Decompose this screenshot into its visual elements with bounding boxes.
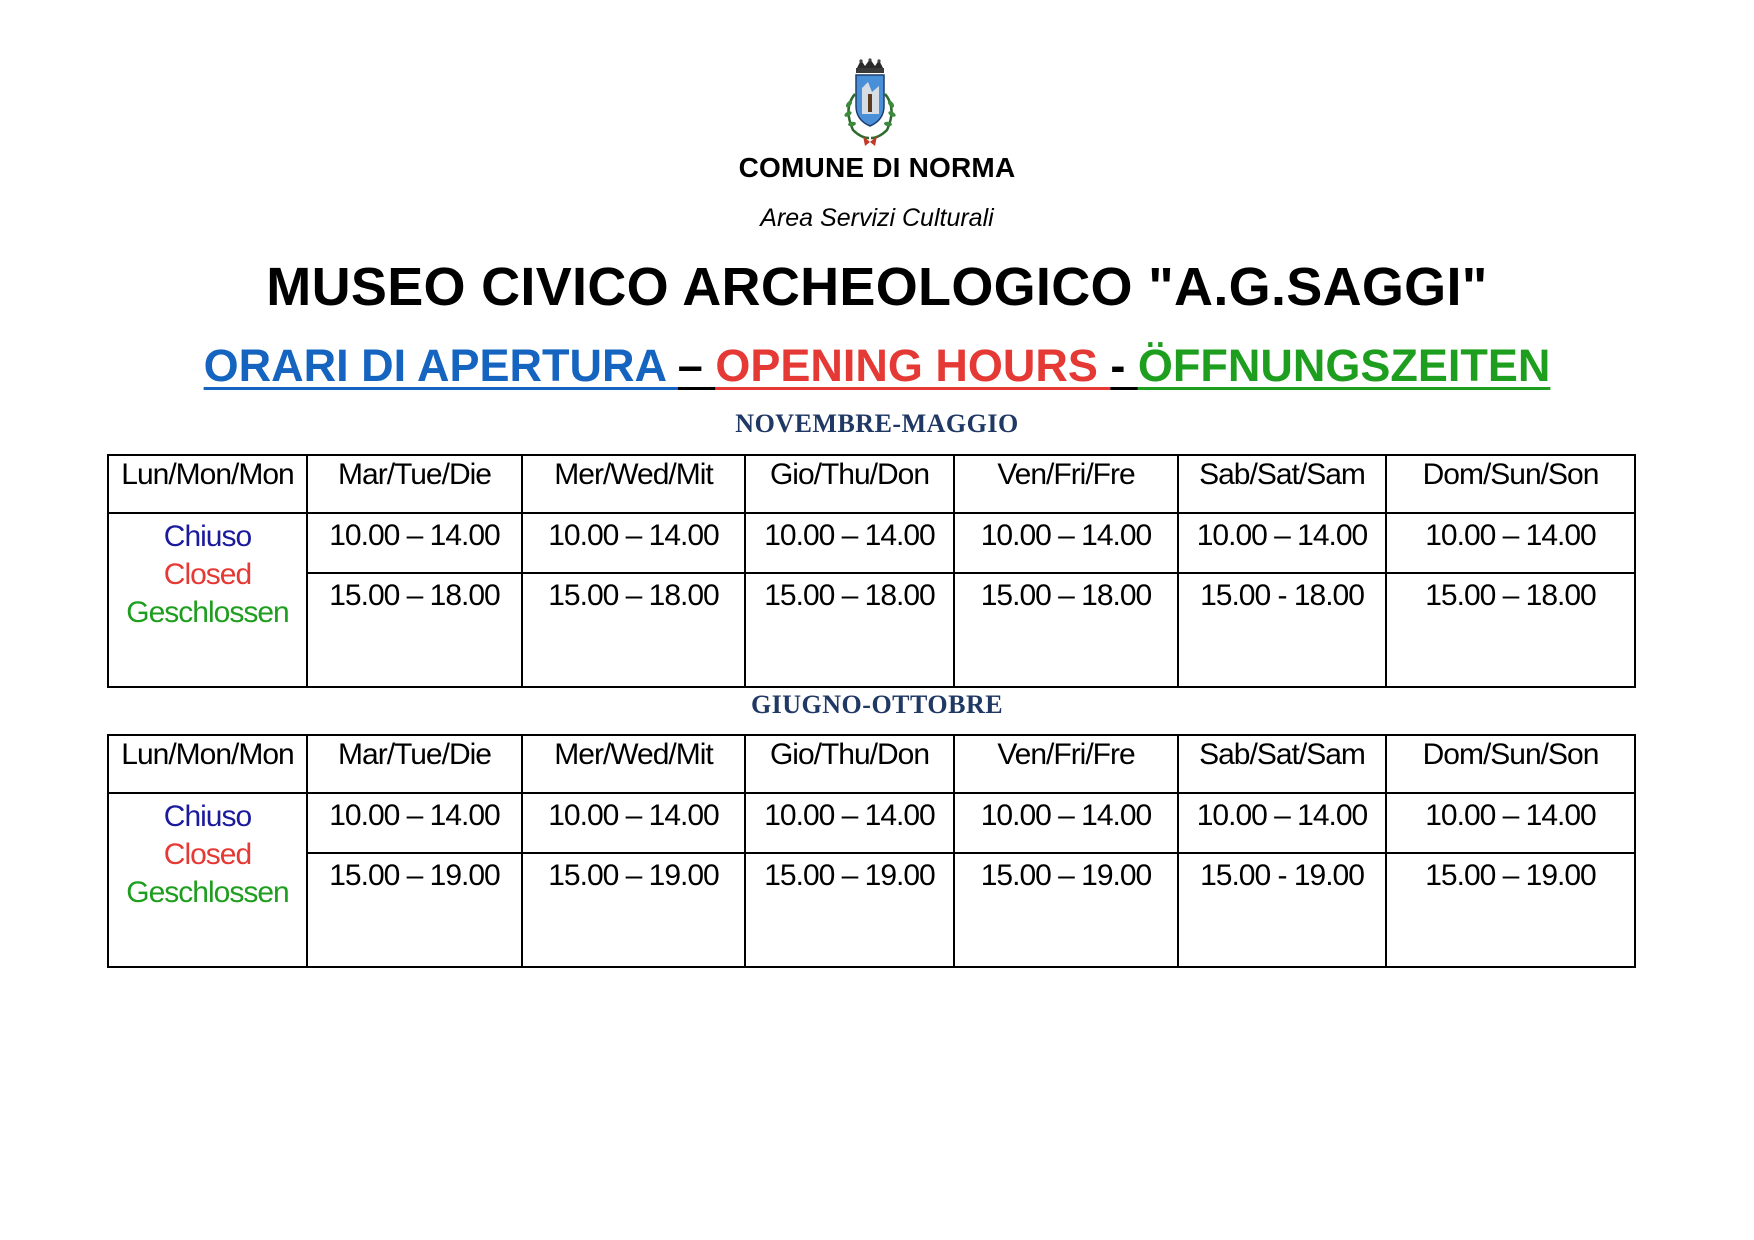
day-header: Ven/Fri/Fre <box>954 735 1178 793</box>
heading-italian: ORARI DI APERTURA <box>203 340 678 391</box>
table-row <box>108 853 1635 967</box>
afternoon-hours-cell: 15.00 - 18.00 <box>1178 573 1386 687</box>
morning-hours-cell: 10.00 – 14.00 <box>522 793 745 853</box>
day-header: Lun/Mon/Mon <box>108 455 307 513</box>
table-header-row <box>108 735 1635 793</box>
closed-cell <box>108 793 307 967</box>
schedule-table <box>107 454 1636 688</box>
schedule-table <box>107 734 1636 968</box>
morning-hours-cell: 10.00 – 14.00 <box>307 513 522 573</box>
municipality-name: COMUNE DI NORMA <box>738 152 1016 183</box>
day-header: Ven/Fri/Fre <box>954 455 1178 513</box>
day-header: Lun/Mon/Mon <box>108 735 307 793</box>
morning-hours-cell: 10.00 – 14.00 <box>307 793 522 853</box>
afternoon-hours-cell: 15.00 – 18.00 <box>1386 573 1635 687</box>
day-header: Gio/Thu/Don <box>745 735 954 793</box>
season-title: NOVEMBRE-MAGGIO <box>735 409 1019 438</box>
opening-hours-heading <box>0 340 1754 392</box>
morning-hours-cell: 10.00 – 14.00 <box>745 793 954 853</box>
coat-of-arms-icon <box>835 58 905 148</box>
closed-english: Closed <box>163 838 252 871</box>
afternoon-hours-cell: 15.00 – 18.00 <box>307 573 522 687</box>
table-row <box>108 793 1635 853</box>
afternoon-hours-cell: 15.00 – 19.00 <box>954 853 1178 967</box>
table-row <box>108 573 1635 687</box>
heading-separator: – <box>677 340 716 391</box>
morning-hours-cell: 10.00 – 14.00 <box>1386 793 1635 853</box>
afternoon-hours-cell: 15.00 – 18.00 <box>954 573 1178 687</box>
morning-hours-cell: 10.00 – 14.00 <box>522 513 745 573</box>
afternoon-hours-cell: 15.00 – 19.00 <box>522 853 745 967</box>
day-header: Dom/Sun/Son <box>1386 735 1635 793</box>
afternoon-hours-cell: 15.00 – 19.00 <box>745 853 954 967</box>
afternoon-hours-cell: 15.00 – 18.00 <box>745 573 954 687</box>
closed-italian: Chiuso <box>163 520 252 553</box>
afternoon-hours-cell: 15.00 – 18.00 <box>522 573 745 687</box>
table-header-row <box>108 455 1635 513</box>
day-header: Dom/Sun/Son <box>1386 455 1635 513</box>
day-header: Gio/Thu/Don <box>745 455 954 513</box>
morning-hours-cell: 10.00 – 14.00 <box>954 793 1178 853</box>
table-row <box>108 513 1635 573</box>
day-header: Mar/Tue/Die <box>307 735 522 793</box>
day-header: Mar/Tue/Die <box>307 455 522 513</box>
day-header: Sab/Sat/Sam <box>1178 455 1386 513</box>
closed-italian: Chiuso <box>163 800 252 833</box>
closed-german: Geschlossen <box>126 876 289 909</box>
season-title: GIUGNO-OTTOBRE <box>750 690 1004 719</box>
afternoon-hours-cell: 15.00 – 19.00 <box>307 853 522 967</box>
department-name: Area Servizi Culturali <box>760 204 994 232</box>
museum-title: MUSEO CIVICO ARCHEOLOGICO "A.G.SAGGI" <box>266 257 1488 317</box>
closed-english: Closed <box>163 558 252 591</box>
day-header: Sab/Sat/Sam <box>1178 735 1386 793</box>
morning-hours-cell: 10.00 – 14.00 <box>1178 513 1386 573</box>
morning-hours-cell: 10.00 – 14.00 <box>954 513 1178 573</box>
heading-separator: - <box>1110 340 1138 391</box>
morning-hours-cell: 10.00 – 14.00 <box>745 513 954 573</box>
closed-cell <box>108 513 307 687</box>
morning-hours-cell: 10.00 – 14.00 <box>1386 513 1635 573</box>
heading-english: OPENING HOURS <box>715 340 1111 391</box>
morning-hours-cell: 10.00 – 14.00 <box>1178 793 1386 853</box>
closed-german: Geschlossen <box>126 596 289 629</box>
day-header: Mer/Wed/Mit <box>522 455 745 513</box>
afternoon-hours-cell: 15.00 – 19.00 <box>1386 853 1635 967</box>
afternoon-hours-cell: 15.00 - 19.00 <box>1178 853 1386 967</box>
day-header: Mer/Wed/Mit <box>522 735 745 793</box>
heading-german: ÖFFNUNGSZEITEN <box>1137 340 1551 391</box>
